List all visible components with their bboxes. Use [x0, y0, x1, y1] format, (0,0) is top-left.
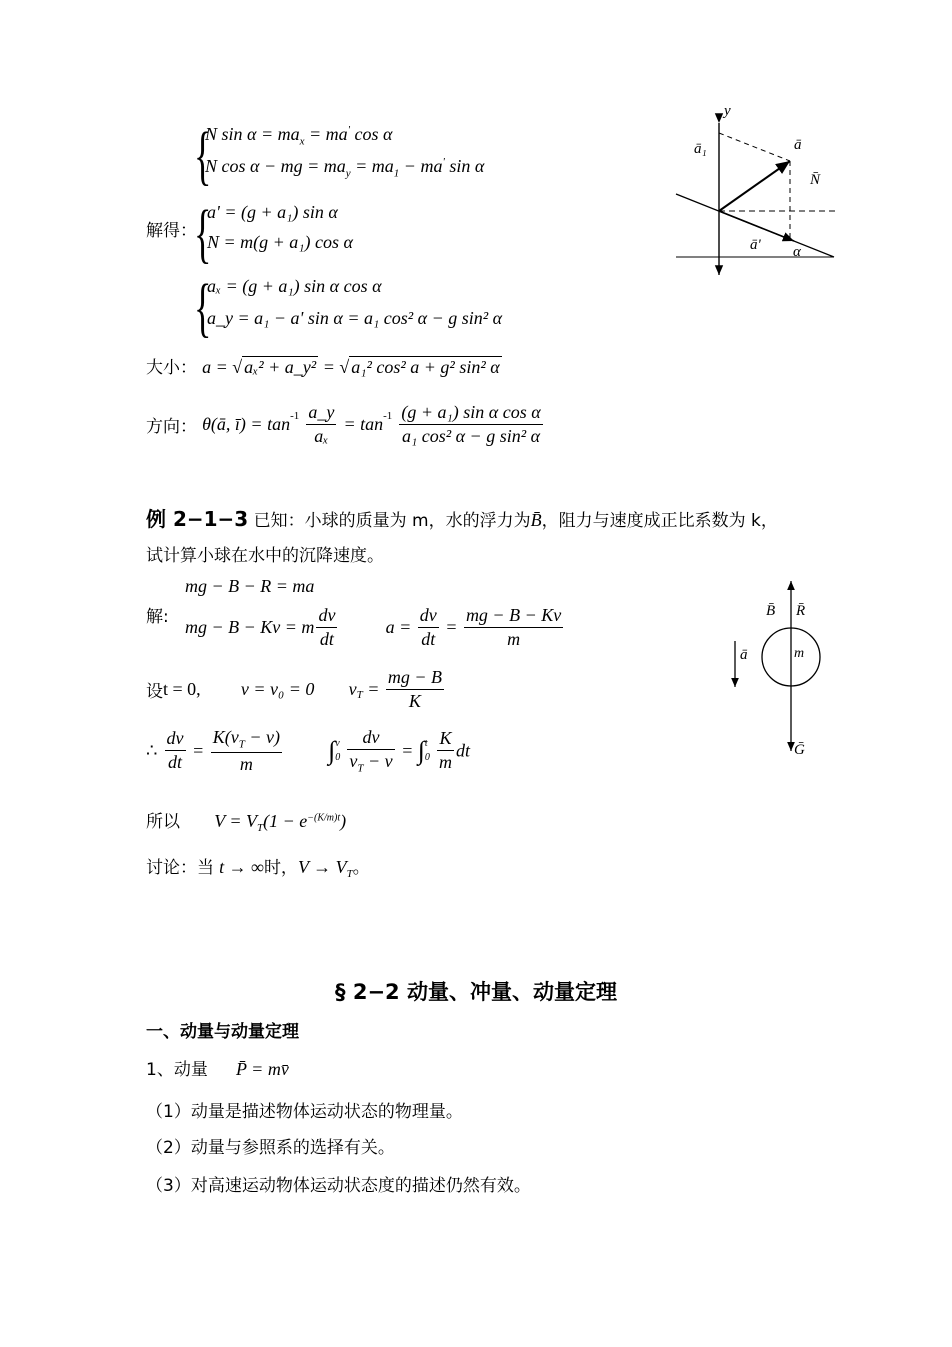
equation-text: N sin α = ma: [205, 124, 300, 144]
equation-text: sin α: [444, 156, 485, 176]
example-text: 已知：小球的质量为 m，水的浮力为: [248, 511, 531, 531]
upper-limit: v: [335, 737, 340, 749]
denominator: K: [408, 691, 421, 711]
subsection-heading: 一、动量与动量定理: [146, 1022, 299, 1042]
equation-text: V = V: [214, 811, 257, 831]
equation-text: = ma: [350, 156, 394, 176]
equation-line: N = m(g + a₁) cos α: [207, 232, 353, 252]
integral-sign: ∫: [417, 735, 425, 765]
label-y: y: [724, 103, 731, 119]
brace: {: [194, 197, 212, 270]
equation-text: t → ∞: [219, 857, 264, 877]
solve-label: 解:: [146, 607, 169, 627]
lower-limit: 0: [335, 751, 341, 763]
discussion-text: 时，: [263, 858, 298, 878]
momentum-formula: P̄ = mv̄: [236, 1059, 289, 1079]
fraction: [211, 727, 282, 775]
label-a: ā: [740, 647, 748, 663]
set-label: 设: [146, 682, 163, 702]
list-item: （3）对高速运动物体运动状态度的描述仍然有效。: [146, 1176, 531, 1196]
result-line: [146, 807, 346, 834]
list-item: （2）动量与参照系的选择有关。: [146, 1138, 395, 1158]
equation-line: a_y = a₁ − a' sin α = a₁ cos² α − g sin² α: [207, 308, 503, 328]
equation-text: θ(ā, ī) = tan: [202, 414, 291, 434]
fraction: [399, 402, 542, 447]
equation-text: v: [349, 751, 358, 771]
symbol-B: B̄: [530, 510, 542, 530]
incline-diagram: [670, 95, 845, 285]
fraction: [437, 728, 454, 773]
upper-limit: t: [424, 737, 428, 749]
numerator: dv: [347, 727, 394, 750]
subscript: T: [257, 822, 264, 835]
superscript: -1: [290, 410, 300, 422]
numerator: mg − B: [386, 667, 444, 690]
subscript: T: [346, 868, 353, 881]
denominator: dt: [168, 752, 183, 773]
equation-line: a' = (g + a₁) sin α: [207, 202, 338, 222]
denominator: m: [507, 629, 521, 649]
fraction: [347, 727, 394, 775]
example-text: ，阻力与速度成正比系数为 k，: [541, 511, 778, 531]
ball-force-diagram: [725, 575, 825, 765]
integral-limits: [335, 737, 340, 765]
brace: {: [194, 271, 212, 344]
equation-text: mg − B − Kv = m: [185, 617, 315, 637]
equation-text: ): [340, 811, 347, 831]
label-R: R̄: [796, 603, 806, 619]
therefore-symbol: ∴: [146, 740, 158, 761]
equation-text: cos α: [350, 124, 393, 144]
example-text: 试计算小球在水中的沉降速度。: [146, 546, 384, 566]
fraction: [306, 402, 336, 447]
exponent: −(K/m)t: [307, 812, 341, 824]
discussion-label: 讨论：当: [146, 858, 214, 878]
denominator: dt: [319, 629, 334, 649]
numerator: mg − B − Kv: [464, 605, 563, 628]
sqrt-sign: √: [232, 357, 243, 377]
subscript: T: [356, 689, 363, 702]
sqrt-sign: √: [339, 357, 350, 377]
denominator: m: [439, 752, 453, 773]
equation-text: − v): [244, 727, 280, 747]
so-label: 所以: [146, 812, 180, 832]
superscript: -1: [383, 410, 393, 422]
denominator: a₁ cos² α − g sin² α: [401, 426, 541, 446]
numerator: dv: [316, 605, 337, 628]
label-alpha: α: [793, 244, 801, 260]
brace: {: [194, 119, 212, 192]
numerator: [211, 727, 282, 753]
fraction: [464, 605, 563, 650]
equation-text: =: [318, 357, 340, 377]
numerator: a_y: [306, 402, 336, 425]
numerator: K: [437, 728, 454, 751]
label-m: m: [794, 646, 805, 661]
solve-label: 解得：: [146, 221, 197, 241]
equation-line: mg − B − Kv = m $\frac{dv}{dt}$ a = $\frac{dv}{dt}$ = $\frac{mg - B - Kv}{m}$: [185, 605, 562, 649]
equation-text: N cos α − mg = ma: [205, 156, 346, 176]
integral-limits: [425, 737, 430, 765]
equation-text: − ma: [399, 156, 443, 176]
label-a1: ā₁: [694, 141, 707, 157]
equation-line: N cos α − mg = $ma_y = ma_1 - ma'$ sin α: [205, 156, 485, 180]
equation-line: N $\sin \alpha = ma_x = ma'$ cos α: [205, 124, 393, 148]
label-B: B̄: [766, 603, 776, 619]
ode-line: ∴ $\frac{dv}{dt}$ = $\frac{K(v_T - v)}{m}$ ∫ v 0 $\frac{dv}{v_T - v}$ = ∫ t 0 $\frac{K}{m}$ dt: [146, 727, 471, 775]
equation-text: =: [362, 679, 384, 699]
section-heading: § 2−2 动量、冲量、动量定理: [335, 980, 617, 1004]
equation-text: = tan: [343, 414, 384, 434]
numerator: (g + a₁) sin α cos α: [399, 402, 542, 425]
numerator: dv: [418, 605, 439, 628]
subscript: T: [238, 738, 245, 751]
sqrt-content: a₁² cos² a + g² sin² α: [351, 357, 500, 377]
fraction: [386, 667, 444, 712]
discussion-line: [146, 853, 370, 880]
label-a: ā: [794, 137, 802, 153]
magnitude-line: [146, 353, 502, 378]
fraction: [165, 728, 186, 773]
setup-line: [146, 667, 446, 712]
equation-text: v: [348, 679, 357, 699]
fraction: [418, 605, 439, 650]
equation-line: aₓ = (g + a₁) sin α cos α: [207, 276, 382, 296]
equation-line: mg − B − R = ma: [185, 576, 315, 596]
equation-text: t = 0,: [163, 679, 201, 699]
label-a-prime: ā': [750, 237, 761, 253]
equation-text: V → V: [297, 857, 347, 877]
equation-text: = ma: [304, 124, 348, 144]
example-title: 例 2−1−3: [146, 507, 249, 531]
numerator: dv: [165, 728, 186, 751]
item-label: 1、动量: [146, 1060, 208, 1080]
equation-text: − v: [363, 751, 393, 771]
equation-text: a =: [385, 617, 416, 637]
subscript: T: [357, 762, 364, 775]
equation-text: a =: [202, 357, 233, 377]
denominator: dt: [421, 629, 436, 649]
lower-limit: 0: [424, 751, 430, 763]
equation-text: (1 − e: [263, 811, 308, 831]
sqrt-content: aₓ² + a_y²: [244, 357, 317, 377]
discussion-text: 。: [352, 858, 370, 878]
label-N: N̄: [810, 172, 821, 188]
equation-text: dt: [456, 740, 471, 761]
dashed-line: [719, 133, 790, 161]
list-item: （1）动量是描述物体运动状态的物理量。: [146, 1102, 463, 1122]
denominator: [347, 750, 394, 775]
fraction: [316, 605, 337, 650]
magnitude-label: 大小：: [146, 358, 197, 378]
acceleration-arrow: [719, 161, 790, 211]
integral-sign: ∫: [328, 735, 336, 765]
direction-line: [146, 402, 545, 447]
direction-label: 方向：: [146, 417, 197, 437]
example-heading: [146, 503, 778, 532]
label-G: Ḡ: [794, 742, 805, 758]
equation-text: K(v: [212, 727, 239, 747]
item-momentum: [146, 1055, 289, 1080]
equation-text: v = v₀ = 0: [240, 679, 315, 699]
denominator: m: [239, 753, 253, 774]
denominator: aₓ: [314, 426, 329, 446]
equation-text: =: [396, 740, 418, 761]
